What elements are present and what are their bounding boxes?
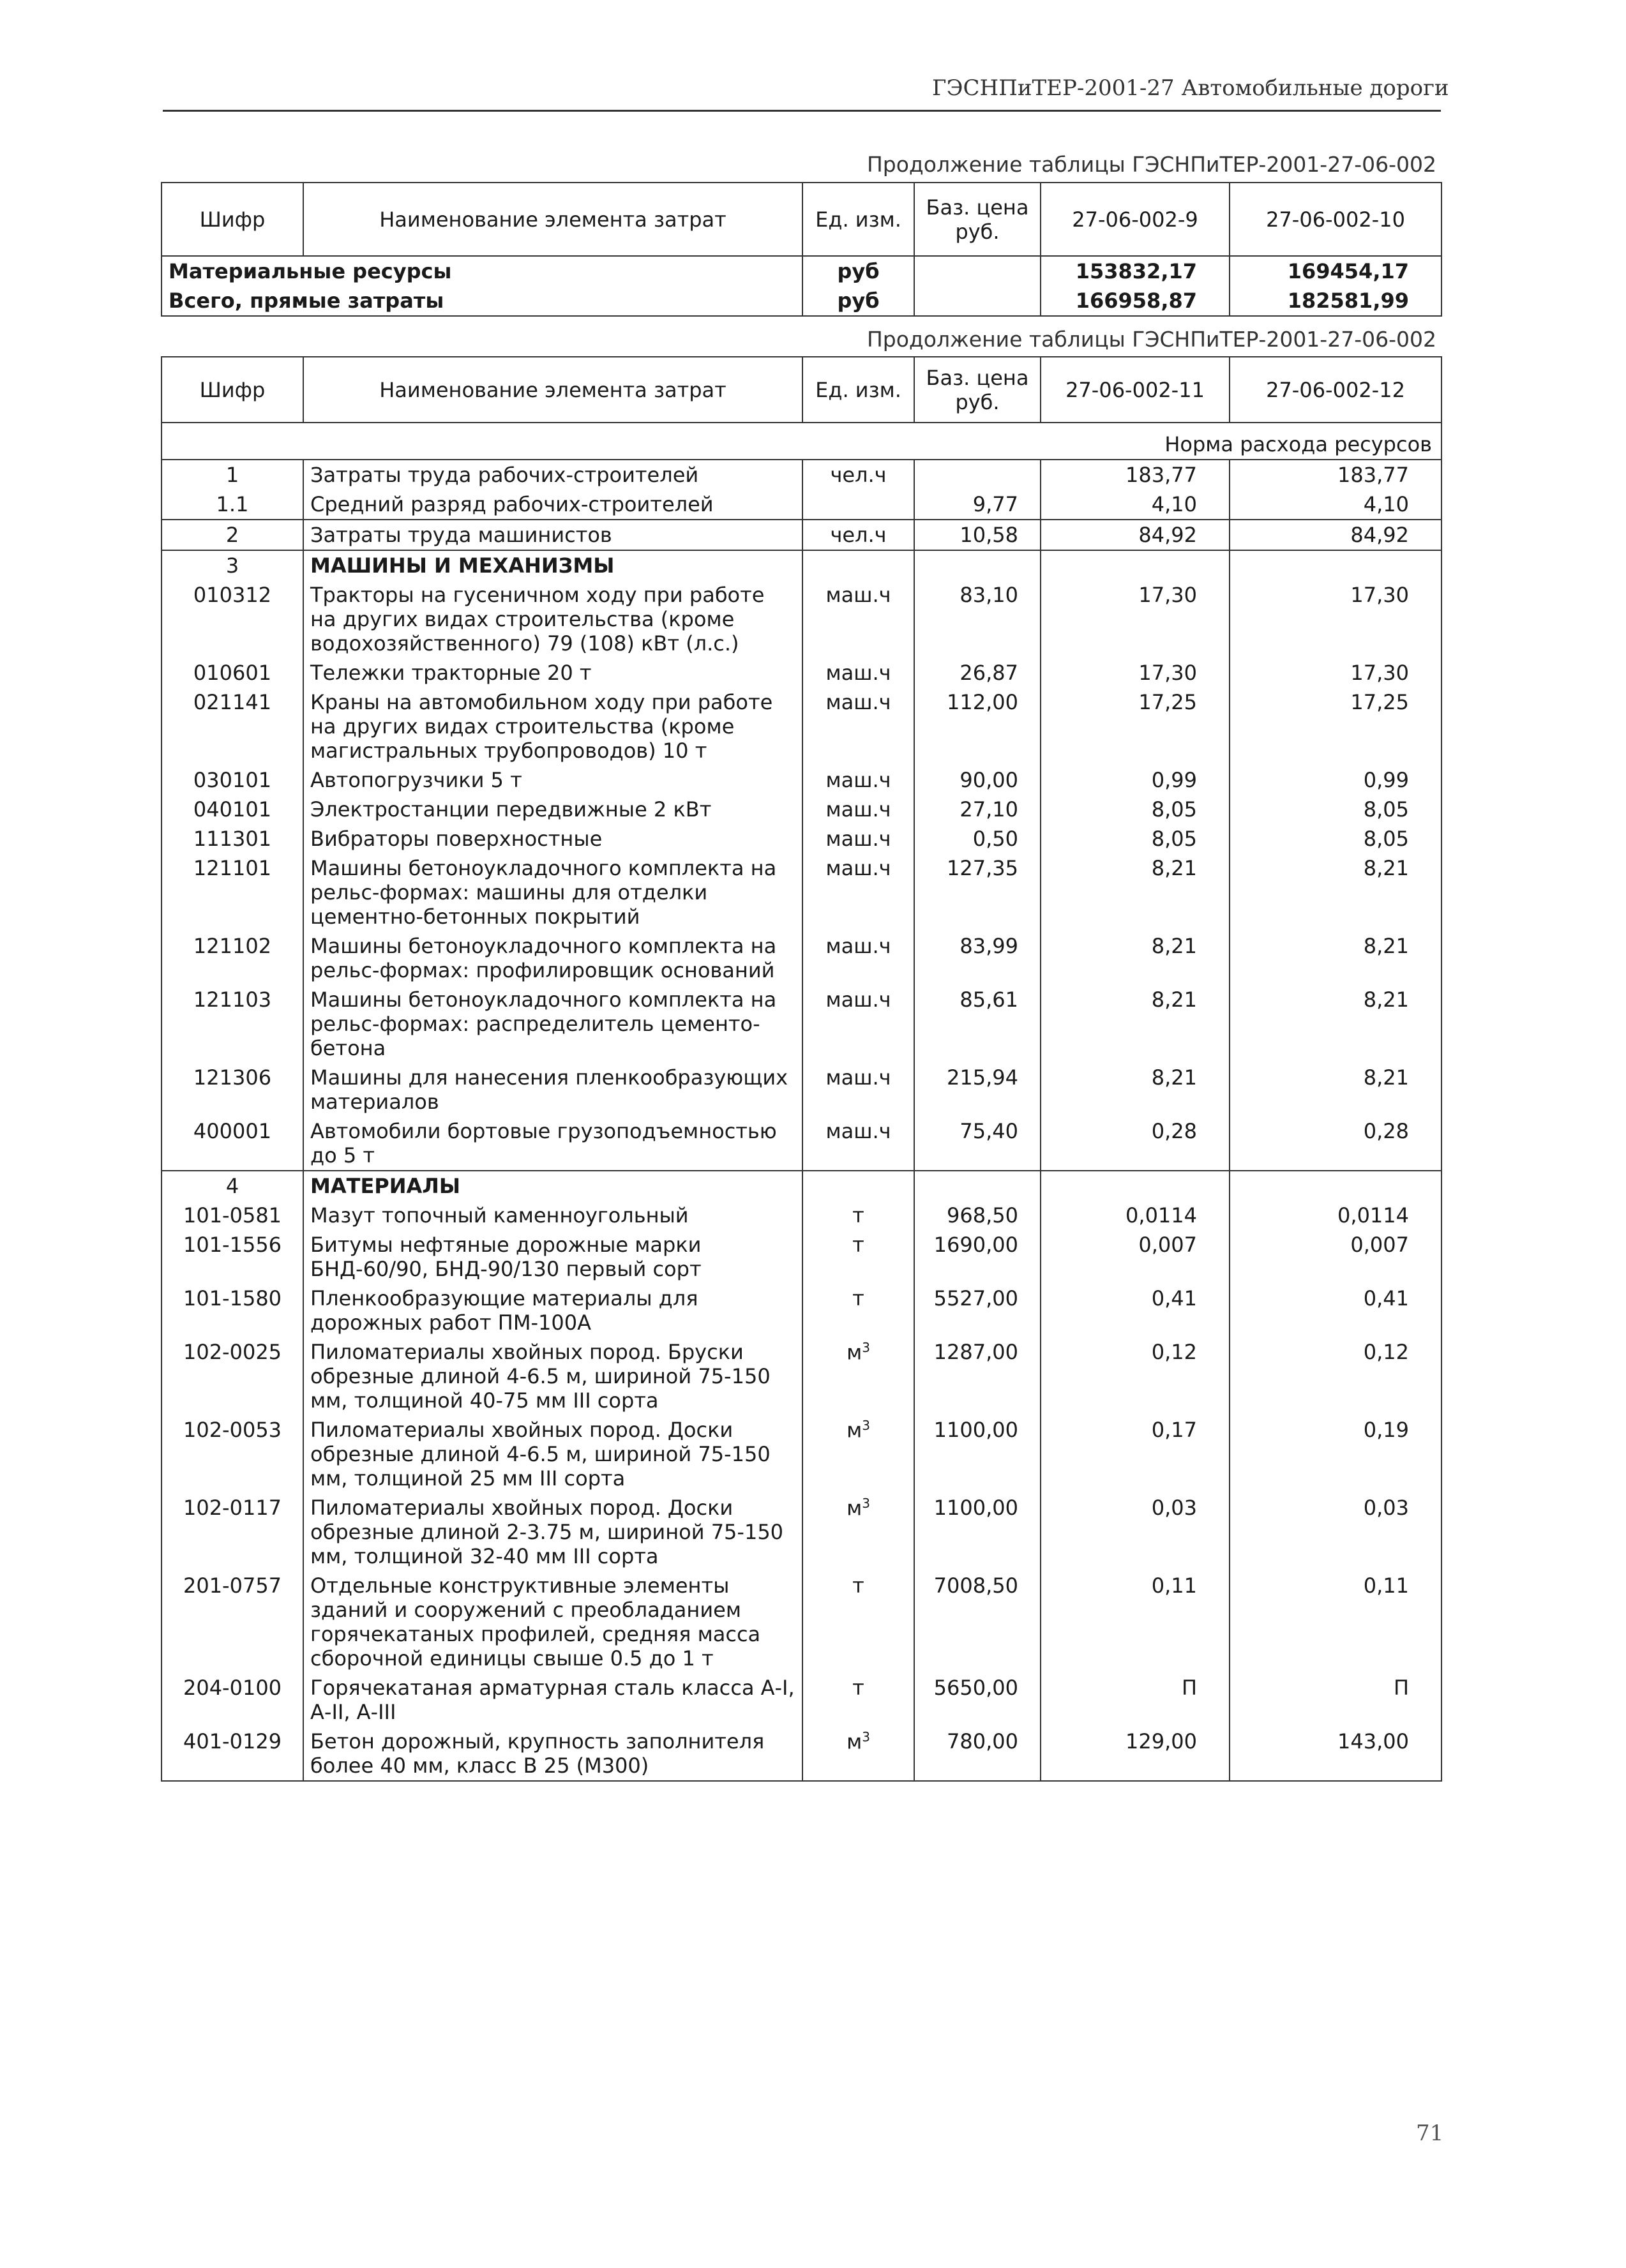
row-base-price (914, 1171, 1041, 1201)
row-norm-value: 84,92 (1041, 520, 1230, 550)
row-unit-text: м (847, 1729, 862, 1754)
row-name: Машины бетоноукладочного комплекта на рельс-формах: машины для отделки цементно-бетонных покрытий (303, 853, 802, 931)
row-norm-value: 153832,17 (1041, 256, 1230, 286)
row-unit: маш.ч (802, 931, 914, 985)
summary-table (161, 182, 1442, 317)
row-base-price: 780,00 (914, 1727, 1041, 1781)
row-base-price: 26,87 (914, 658, 1041, 687)
table-row (162, 1415, 1442, 1493)
row-unit (802, 1171, 914, 1201)
row-base-price: 0,50 (914, 824, 1041, 853)
row-base-price: 127,35 (914, 853, 1041, 931)
row-norm-value: 0,007 (1230, 1230, 1442, 1284)
table-row (162, 853, 1442, 931)
row-norm-value: 4,10 (1041, 490, 1230, 520)
table-row (162, 1230, 1442, 1284)
table-row (162, 687, 1442, 765)
row-norm-value: П (1041, 1673, 1230, 1727)
row-code: 111301 (162, 824, 303, 853)
row-base-price: 968,50 (914, 1201, 1041, 1230)
row-name: МАШИНЫ И МЕХАНИЗМЫ (303, 550, 802, 580)
row-norm-value: П (1230, 1673, 1442, 1727)
row-norm-value: 8,21 (1041, 931, 1230, 985)
row-norm-value: 17,30 (1230, 580, 1442, 658)
row-base-price (914, 256, 1041, 286)
row-norm-value: 0,007 (1041, 1230, 1230, 1284)
row-norm-value: 183,77 (1041, 460, 1230, 490)
page-header-title: ГЭСНПиТЕР-2001-27 Автомобильные дороги (932, 75, 1449, 101)
row-norm-value: 8,05 (1230, 795, 1442, 824)
row-norm-value: 166958,87 (1041, 286, 1230, 316)
row-unit: т (802, 1201, 914, 1230)
table-row (162, 286, 1442, 316)
row-code: 030101 (162, 765, 303, 795)
row-unit: маш.ч (802, 795, 914, 824)
table-row (162, 824, 1442, 853)
row-code: 1 (162, 460, 303, 490)
row-unit: маш.ч (802, 985, 914, 1063)
row-base-price: 9,77 (914, 490, 1041, 520)
row-name: МАТЕРИАЛЫ (303, 1171, 802, 1201)
row-name: Отдельные конструктивные элементы зданий и сооружений с преобладанием горячекатаных профилей, средняя масса сборочной единицы свыше 0.5 до 1 т (303, 1571, 802, 1673)
table-row (162, 1727, 1442, 1781)
table-row (162, 765, 1442, 795)
table-row (162, 1116, 1442, 1171)
table-row (162, 520, 1442, 550)
row-norm-value: 0,12 (1230, 1337, 1442, 1415)
table-row (162, 658, 1442, 687)
row-norm-value (1041, 1171, 1230, 1201)
row-code: 010601 (162, 658, 303, 687)
table-row (162, 460, 1442, 490)
row-name: Затраты труда машинистов (303, 520, 802, 550)
row-norm-value: 0,12 (1041, 1337, 1230, 1415)
row-code: 010312 (162, 580, 303, 658)
row-unit-text: м (847, 1418, 862, 1443)
row-unit: т (802, 1284, 914, 1337)
row-name: Мазут топочный каменноугольный (303, 1201, 802, 1230)
row-unit: руб (802, 286, 914, 316)
row-unit: маш.ч (802, 853, 914, 931)
row-norm-value: 0,28 (1041, 1116, 1230, 1171)
row-base-price: 215,94 (914, 1063, 1041, 1116)
row-base-price (914, 550, 1041, 580)
norma-label: Норма расхода ресурсов (162, 423, 1442, 460)
row-base-price (914, 460, 1041, 490)
row-norm-value: 8,21 (1041, 985, 1230, 1063)
row-code: 101-1580 (162, 1284, 303, 1337)
row-name: Пленкообразующие материалы для дорожных работ ПМ-100А (303, 1284, 802, 1337)
table-row (162, 1337, 1442, 1415)
table-row (162, 1063, 1442, 1116)
row-norm-value: 143,00 (1230, 1727, 1442, 1781)
row-code: 2 (162, 520, 303, 550)
row-name: Машины бетоноукладочного комплекта на рельс-формах: распределитель цементо-бетона (303, 985, 802, 1063)
row-norm-value: 0,17 (1041, 1415, 1230, 1493)
row-base-price: 5650,00 (914, 1673, 1041, 1727)
row-unit: $м^3$ (802, 1727, 914, 1781)
row-code: 040101 (162, 795, 303, 824)
row-name: Всего, прямые затраты (162, 286, 802, 316)
row-base-price: 1287,00 (914, 1337, 1041, 1415)
row-base-price: 83,99 (914, 931, 1041, 985)
row-norm-value: 84,92 (1230, 520, 1442, 550)
row-unit: маш.ч (802, 1063, 914, 1116)
row-base-price: 10,58 (914, 520, 1041, 550)
row-name: Битумы нефтяные дорожные марки БНД-60/90, БНД-90/130 первый сорт (303, 1230, 802, 1284)
row-unit: чел.ч (802, 460, 914, 490)
table2-caption: Продолжение таблицы ГЭСНПиТЕР-2001-27-06-002 (866, 327, 1436, 352)
col-v2-header: 27-06-002-12 (1230, 357, 1442, 423)
table-row (162, 985, 1442, 1063)
row-base-price: 5527,00 (914, 1284, 1041, 1337)
row-unit: маш.ч (802, 765, 914, 795)
row-unit: маш.ч (802, 1116, 914, 1171)
row-unit: руб (802, 256, 914, 286)
row-norm-value: 17,30 (1230, 658, 1442, 687)
row-norm-value: 8,21 (1041, 853, 1230, 931)
row-unit: т (802, 1673, 914, 1727)
row-unit: маш.ч (802, 580, 914, 658)
row-code: 102-0053 (162, 1415, 303, 1493)
row-code: 021141 (162, 687, 303, 765)
row-base-price: 1690,00 (914, 1230, 1041, 1284)
row-base-price: 83,10 (914, 580, 1041, 658)
row-name: Средний разряд рабочих-строителей (303, 490, 802, 520)
table-row (162, 1171, 1442, 1201)
row-code: 101-0581 (162, 1201, 303, 1230)
row-code: 400001 (162, 1116, 303, 1171)
table1-caption: Продолжение таблицы ГЭСНПиТЕР-2001-27-06-002 (866, 152, 1436, 177)
row-unit-text: м (847, 1340, 862, 1365)
table-row (162, 1201, 1442, 1230)
row-norm-value: 129,00 (1041, 1727, 1230, 1781)
row-norm-value: 8,05 (1041, 795, 1230, 824)
row-norm-value: 0,99 (1230, 765, 1442, 795)
row-base-price: 1100,00 (914, 1493, 1041, 1571)
col-v1-header: 27-06-002-11 (1041, 357, 1230, 423)
row-code: 204-0100 (162, 1673, 303, 1727)
table-row (162, 550, 1442, 580)
row-norm-value (1230, 550, 1442, 580)
row-name: Тракторы на гусеничном ходу при работе на других видах строительства (кроме водохозяйственного) 79 (108) кВт (л.с.) (303, 580, 802, 658)
col-name-header: Наименование элемента затрат (303, 183, 802, 256)
row-norm-value: 183,77 (1230, 460, 1442, 490)
row-norm-value: 0,41 (1230, 1284, 1442, 1337)
row-code: 201-0757 (162, 1571, 303, 1673)
row-name: Вибраторы поверхностные (303, 824, 802, 853)
row-norm-value: 0,99 (1041, 765, 1230, 795)
row-code: 101-1556 (162, 1230, 303, 1284)
row-base-price: 90,00 (914, 765, 1041, 795)
row-norm-value: 8,21 (1230, 985, 1442, 1063)
row-name: Горячекатаная арматурная сталь класса А-I, А-II, А-III (303, 1673, 802, 1727)
row-name: Тележки тракторные 20 т (303, 658, 802, 687)
row-unit: маш.ч (802, 687, 914, 765)
row-code: 401-0129 (162, 1727, 303, 1781)
row-unit: чел.ч (802, 520, 914, 550)
row-name: Пиломатериалы хвойных пород. Доски обрезные длиной 4-6.5 м, шириной 75-150 мм, толщиной 25 мм III сорта (303, 1415, 802, 1493)
col-v1-header: 27-06-002-9 (1041, 183, 1230, 256)
row-code: 4 (162, 1171, 303, 1201)
row-name: Электростанции передвижные 2 кВт (303, 795, 802, 824)
resources-table (161, 356, 1442, 1782)
row-base-price: 112,00 (914, 687, 1041, 765)
row-name: Пиломатериалы хвойных пород. Доски обрезные длиной 2-3.75 м, шириной 75-150 мм, толщиной 32-40 мм III сорта (303, 1493, 802, 1571)
row-norm-value: 0,19 (1230, 1415, 1442, 1493)
row-base-price (914, 286, 1041, 316)
table-row (162, 256, 1442, 286)
row-code: 121101 (162, 853, 303, 931)
table-row (162, 795, 1442, 824)
row-code: 1.1 (162, 490, 303, 520)
row-name: Бетон дорожный, крупность заполнителя более 40 мм, класс В 25 (М300) (303, 1727, 802, 1781)
row-name: Автопогрузчики 5 т (303, 765, 802, 795)
row-norm-value: 8,21 (1230, 853, 1442, 931)
row-norm-value: 169454,17 (1230, 256, 1442, 286)
header-divider (163, 110, 1441, 112)
row-name: Автомобили бортовые грузоподъемностью до 5 т (303, 1116, 802, 1171)
row-norm-value: 0,03 (1230, 1493, 1442, 1571)
page-number: 71 (1416, 2121, 1444, 2146)
row-norm-value: 4,10 (1230, 490, 1442, 520)
row-base-price: 75,40 (914, 1116, 1041, 1171)
col-unit-header: Ед. изм. (802, 183, 914, 256)
table-row (162, 1571, 1442, 1673)
row-unit: $м^3$ (802, 1337, 914, 1415)
row-name: Машины бетоноукладочного комплекта на рельс-формах: профилировщик оснований (303, 931, 802, 985)
row-name: Машины для нанесения пленкообразующих материалов (303, 1063, 802, 1116)
table-row (162, 1493, 1442, 1571)
row-norm-value: 0,41 (1041, 1284, 1230, 1337)
row-unit: маш.ч (802, 824, 914, 853)
row-norm-value: 8,21 (1041, 1063, 1230, 1116)
row-norm-value: 8,21 (1230, 1063, 1442, 1116)
row-norm-value: 8,05 (1041, 824, 1230, 853)
col-price-header: Баз. цена руб. (914, 357, 1041, 423)
table-row (162, 1284, 1442, 1337)
row-unit: маш.ч (802, 658, 914, 687)
row-norm-value: 8,05 (1230, 824, 1442, 853)
col-code-header: Шифр (162, 183, 303, 256)
row-unit (802, 490, 914, 520)
row-norm-value: 8,21 (1230, 931, 1442, 985)
row-norm-value (1041, 550, 1230, 580)
row-base-price: 85,61 (914, 985, 1041, 1063)
table-row (162, 490, 1442, 520)
row-norm-value: 0,28 (1230, 1116, 1442, 1171)
row-code: 121103 (162, 985, 303, 1063)
row-norm-value: 17,30 (1041, 580, 1230, 658)
row-base-price: 1100,00 (914, 1415, 1041, 1493)
row-norm-value: 17,30 (1041, 658, 1230, 687)
row-norm-value: 182581,99 (1230, 286, 1442, 316)
row-code: 102-0025 (162, 1337, 303, 1415)
row-norm-value: 0,0114 (1230, 1201, 1442, 1230)
row-norm-value: 0,0114 (1041, 1201, 1230, 1230)
row-unit (802, 550, 914, 580)
col-v2-header: 27-06-002-10 (1230, 183, 1442, 256)
row-name: Пиломатериалы хвойных пород. Бруски обрезные длиной 4-6.5 м, шириной 75-150 мм, толщиной 40-75 мм III сорта (303, 1337, 802, 1415)
row-name: Затраты труда рабочих-строителей (303, 460, 802, 490)
row-code: 121306 (162, 1063, 303, 1116)
row-unit: $м^3$ (802, 1493, 914, 1571)
row-norm-value: 0,03 (1041, 1493, 1230, 1571)
col-unit-header: Ед. изм. (802, 357, 914, 423)
row-norm-value: 0,11 (1041, 1571, 1230, 1673)
row-code: 121102 (162, 931, 303, 985)
row-unit: т (802, 1230, 914, 1284)
row-code: 3 (162, 550, 303, 580)
row-norm-value: 0,11 (1230, 1571, 1442, 1673)
table-row (162, 580, 1442, 658)
row-base-price: 27,10 (914, 795, 1041, 824)
row-unit: $м^3$ (802, 1415, 914, 1493)
row-norm-value: 17,25 (1230, 687, 1442, 765)
row-name: Краны на автомобильном ходу при работе на других видах строительства (кроме магистральных трубопроводов) 10 т (303, 687, 802, 765)
col-code-header: Шифр (162, 357, 303, 423)
row-base-price: 7008,50 (914, 1571, 1041, 1673)
row-unit: т (802, 1571, 914, 1673)
row-norm-value: 17,25 (1041, 687, 1230, 765)
table-row (162, 1673, 1442, 1727)
row-norm-value (1230, 1171, 1442, 1201)
table-row (162, 931, 1442, 985)
row-name: Материальные ресурсы (162, 256, 802, 286)
row-unit-text: м (847, 1496, 862, 1521)
row-code: 102-0117 (162, 1493, 303, 1571)
col-name-header: Наименование элемента затрат (303, 357, 802, 423)
col-price-header: Баз. цена руб. (914, 183, 1041, 256)
